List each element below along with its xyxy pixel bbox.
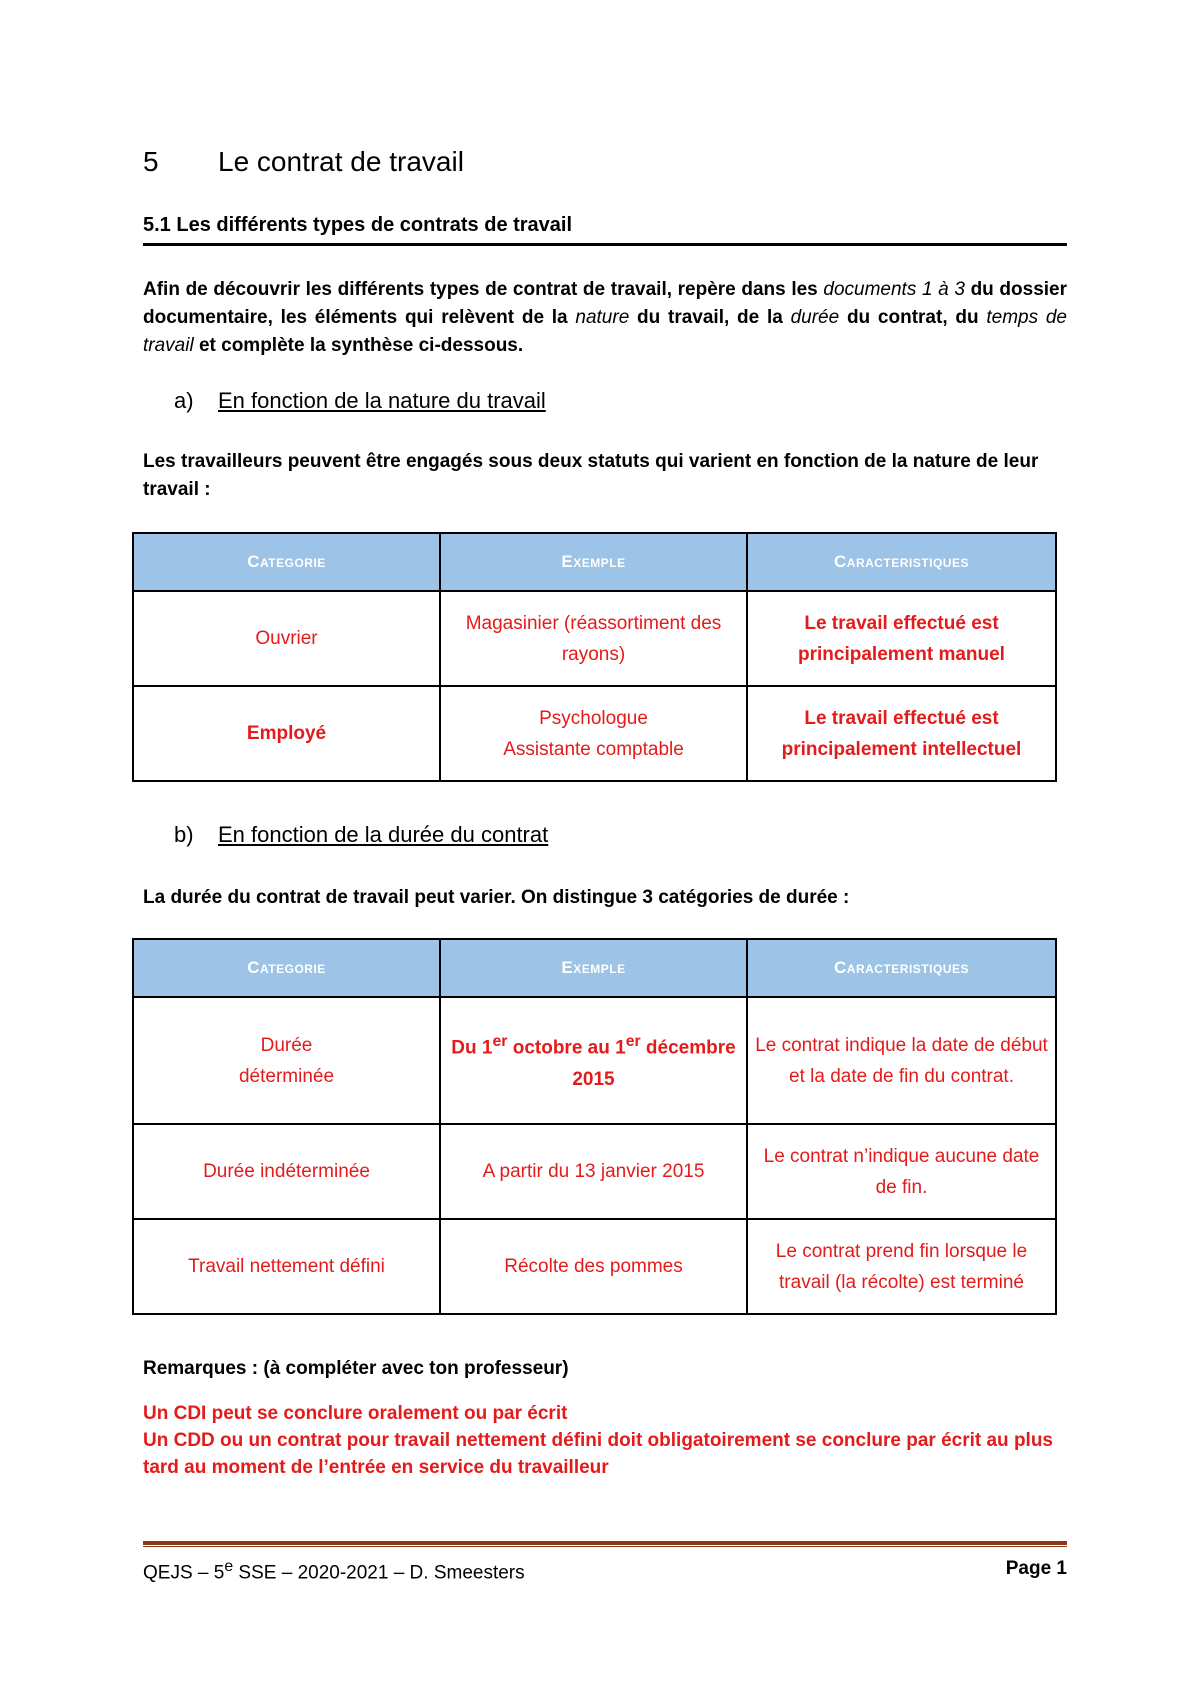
footer-divider [143,1541,1067,1547]
cell-exemple: Magasinier (réassortiment des rayons) [440,591,747,686]
intro-text: du contrat, du [839,307,987,328]
cell-exemple [440,997,747,1124]
intro-text: du travail, de la [629,307,791,328]
remarks-label: Remarques : (à compléter avec ton professeur) [143,1358,569,1379]
intro-text: Afin de découvrir les différents types de contrat de travail, repère dans les [143,279,824,300]
remark-line: Un CDD ou un contrat pour travail nettement défini doit obligatoirement se conclure par écrit au plus tard au moment de l’entrée en service du travailleur [143,1430,1053,1478]
superscript: e [224,1558,234,1575]
subsection-a-text: Les travailleurs peuvent être engagés sous deux statuts qui varient en fonction de la nature de leur travail : [143,451,1039,500]
cell-exemple-text: Du 1 [451,1037,493,1059]
table-header-row [133,533,1056,591]
table-header-row [133,939,1056,997]
table-row [133,686,1056,781]
subsection-b-title: En fonction de la durée du contrat [218,822,549,847]
cell-caracteristiques: Le contrat indique la date de début et la date de fin du contrat. [747,997,1056,1124]
table-row [133,1219,1056,1314]
table-nature-travail [132,532,1057,782]
chapter-title: Le contrat de travail [218,146,464,177]
remark-line: Un CDI peut se conclure oralement ou par écrit [143,1403,568,1424]
cell-exemple [440,686,747,781]
cell-exemple-text: octobre au 1 [507,1037,626,1059]
subsection-a-heading [174,388,546,414]
page-number: Page 1 [1005,1558,1067,1579]
section-heading: 5.1 Les différents types de contrats de travail [143,214,1067,246]
chapter-number: 5 [143,146,159,177]
intro-paragraph [143,276,1067,360]
table-row [133,997,1056,1124]
subsection-b-letter: b) [174,822,194,847]
footer-text: QEJS – 5 [143,1562,225,1584]
subsection-a-letter: a) [174,388,194,413]
remarks-answers [143,1400,1067,1481]
subsection-b-text: La durée du contrat de travail peut varier. On distingue 3 catégories de durée : [143,887,850,908]
superscript: er [492,1033,508,1051]
cell-exemple-line: Assistante comptable [503,738,684,760]
intro-italic-nature: nature [575,307,630,328]
cell-categorie: Employé [133,686,440,781]
cell-exemple-line: Psychologue [539,707,648,729]
header-caracteristiques: Caracteristiques [747,939,1056,997]
table-duree-contrat [132,938,1057,1315]
header-categorie: Categorie [133,533,440,591]
cell-caracteristiques: Le travail effectué est principalement manuel [747,591,1056,686]
intro-text: du dossier documentaire, les éléments qui relèvent de la [143,279,1068,328]
footer-info [143,1558,525,1584]
table-row [133,591,1056,686]
cell-caracteristiques: Le contrat n’indique aucune date de fin. [747,1124,1056,1219]
cell-categorie: Ouvrier [133,591,440,686]
header-caracteristiques: Caracteristiques [747,533,1056,591]
cell-categorie-line: déterminée [238,1065,335,1087]
header-exemple: Exemple [440,939,747,997]
table-row [133,1124,1056,1219]
cell-categorie-line: Durée [260,1034,313,1056]
cell-categorie: Durée indéterminée [133,1124,440,1219]
intro-italic-duree: durée [790,307,840,328]
cell-exemple: Récolte des pommes [440,1219,747,1314]
cell-exemple-text: décembre 2015 [572,1037,736,1090]
subsection-a-title: En fonction de la nature du travail [218,388,546,413]
intro-text: et complète la synthèse ci-dessous. [193,335,524,356]
intro-italic-temps: temps de travail [143,307,1067,356]
intro-italic-documents: documents 1 à 3 [823,279,965,300]
chapter-heading [143,146,464,178]
cell-exemple: A partir du 13 janvier 2015 [440,1124,747,1219]
footer-text: SSE – 2020-2021 – D. Smeesters [233,1562,525,1584]
cell-caracteristiques: Le travail effectué est principalement intellectuel [747,686,1056,781]
subsection-b-heading [174,822,548,848]
superscript: er [625,1033,641,1051]
cell-categorie [133,997,440,1124]
cell-categorie: Travail nettement défini [133,1219,440,1314]
header-categorie: Categorie [133,939,440,997]
header-exemple: Exemple [440,533,747,591]
cell-caracteristiques: Le contrat prend fin lorsque le travail (la récolte) est terminé [747,1219,1056,1314]
